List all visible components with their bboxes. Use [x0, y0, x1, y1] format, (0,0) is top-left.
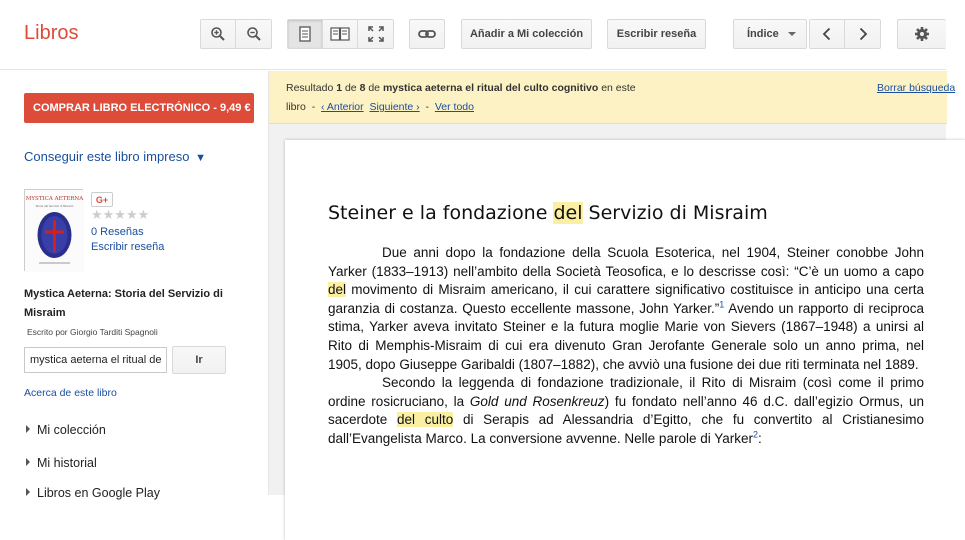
- separator: -: [311, 101, 316, 113]
- result-book-word: libro: [286, 101, 306, 113]
- clear-search-link[interactable]: Borrar búsqueda: [877, 82, 956, 94]
- reviews-count-link[interactable]: 0 Reseñas: [91, 226, 144, 238]
- result-of-word: de: [344, 82, 357, 94]
- book-page: [285, 140, 965, 540]
- book-cover-thumbnail[interactable]: [24, 189, 83, 271]
- link-icon: [418, 28, 436, 40]
- brand-logo[interactable]: Libros: [24, 22, 79, 44]
- paragraph: [328, 244, 924, 374]
- search-result-banner: [269, 71, 956, 124]
- result-suffix: en este: [601, 82, 636, 94]
- single-page-view-button[interactable]: [288, 20, 323, 48]
- fullscreen-button[interactable]: [358, 20, 393, 48]
- sidebar-item-label: Libros en Google Play: [37, 486, 160, 500]
- add-to-collection-button[interactable]: Añadir a Mi colección: [461, 19, 592, 49]
- result-current: 1: [336, 82, 343, 94]
- paragraph-text: Secondo la leggenda di fondazione tradizionale, il Rito di Misraim (così come il primo ordine rosicruciano, la: [328, 375, 924, 409]
- get-print-book-link[interactable]: [24, 149, 206, 164]
- result-navigation: [286, 101, 474, 113]
- google-plus-button[interactable]: G+: [91, 192, 113, 207]
- sidebar-item-my-history[interactable]: [26, 456, 97, 470]
- triangle-right-icon: [26, 425, 30, 433]
- result-query: mystica aeterna el ritual del culto cognitivo: [382, 82, 599, 94]
- settings-button[interactable]: [897, 19, 946, 49]
- zoom-group: [200, 19, 272, 49]
- result-total: 8: [359, 82, 366, 94]
- book-viewer: [268, 71, 956, 495]
- sidebar-item-label: Mi historial: [37, 456, 97, 470]
- about-book-link[interactable]: Acerca de este libro: [24, 387, 117, 399]
- paragraph: [328, 374, 924, 448]
- print-link-label: Conseguir este libro impreso: [24, 149, 190, 164]
- book-title: Mystica Aeterna: Storia del Servizio di Misraim: [24, 288, 223, 319]
- zoom-in-icon: [210, 26, 226, 42]
- triangle-right-icon: [26, 458, 30, 466]
- write-review-button[interactable]: Escribir reseña: [607, 19, 706, 49]
- link-button[interactable]: [409, 19, 445, 49]
- view-all-results-link[interactable]: Ver todo: [434, 101, 474, 113]
- result-summary: [286, 82, 636, 94]
- sidebar-item-google-play-books[interactable]: [26, 486, 160, 500]
- paragraph-text: movimento di Misraim americano, il cui carattere significativo costituisce in anticipo una certa garanzia di costanza. Questo eccellente massone, John Yarker.”: [328, 282, 924, 316]
- fullscreen-icon: [368, 26, 384, 42]
- footnote-ref[interactable]: 1: [719, 299, 725, 310]
- search-highlight: del: [328, 282, 347, 298]
- sidebar-item-my-collection[interactable]: [26, 423, 106, 437]
- search-go-button[interactable]: Ir: [172, 346, 226, 374]
- italic-text: Gold und Rosenkreuz: [469, 393, 605, 409]
- chevron-right-icon: [858, 27, 868, 41]
- search-highlight: del culto: [397, 412, 454, 428]
- zoom-out-icon: [246, 26, 262, 42]
- footnote-ref[interactable]: 2: [753, 429, 759, 440]
- zoom-out-button[interactable]: [236, 20, 271, 48]
- triangle-down-icon: ▼: [195, 152, 206, 164]
- result-prefix: Resultado: [286, 82, 334, 94]
- cover-title: MYSTICA AETERNA: [25, 196, 84, 202]
- book-author: Escrito por Giorgio Tarditi Spagnoli: [27, 327, 158, 337]
- paragraph-text: ) fu fondato nell’anno 46 d.C. dall’egizio Ormus, un sacerdote: [328, 393, 924, 428]
- two-page-view-button[interactable]: [323, 20, 358, 48]
- next-result-link[interactable]: Siguiente ›: [369, 101, 420, 113]
- index-dropdown[interactable]: [733, 19, 807, 49]
- previous-result-link[interactable]: ‹ Anterior: [321, 101, 364, 113]
- buy-ebook-button[interactable]: COMPRAR LIBRO ELECTRÓNICO - 9,49 €: [24, 93, 254, 123]
- write-review-link[interactable]: Escribir reseña: [91, 241, 165, 253]
- top-toolbar: [0, 0, 946, 70]
- single-page-icon: [298, 26, 312, 42]
- search-highlight: del: [553, 202, 583, 224]
- page-nav-group: [809, 19, 881, 49]
- two-page-icon: [330, 26, 350, 42]
- separator: -: [425, 101, 430, 113]
- rating-stars[interactable]: ★★★★★: [91, 207, 150, 222]
- previous-page-button[interactable]: [810, 20, 845, 48]
- gear-icon: [914, 26, 930, 42]
- sidebar-item-label: Mi colección: [37, 423, 106, 437]
- book-cover-image: [25, 190, 84, 272]
- title-text: Steiner e la fondazione: [328, 202, 554, 224]
- view-mode-group: [287, 19, 394, 49]
- paragraph-text: Due anni dopo la fondazione della Scuola Esoterica, nel 1904, Steiner conobbe John Yarker (1833–1913) nell’ambito della Società Teosofica, e lo descrisse così: “C’è un uomo a capo: [328, 245, 924, 279]
- result-in-word: de: [368, 82, 381, 94]
- cover-subtitle: Storia del Servizio di Misraim: [35, 205, 74, 208]
- chapter-title: [328, 202, 768, 224]
- zoom-in-button[interactable]: [201, 20, 236, 48]
- search-in-book-input[interactable]: [24, 347, 167, 373]
- sidebar: [0, 71, 268, 500]
- title-text: Servizio di Misraim: [582, 202, 768, 224]
- triangle-right-icon: [26, 488, 30, 496]
- next-page-button[interactable]: [845, 20, 880, 48]
- chevron-left-icon: [822, 27, 832, 41]
- paragraph-text: :: [758, 430, 762, 446]
- paragraph-text: Avendo un rapporto di reciproca stima, Yarker aveva invitato Steiner e la futura moglie Marie von Sievers (1867–1948) a unirsi al Rito di Memphis-Misraim di cui era divenuto Gran Jerofante Generale solo un anno prima, nel 1905, dopo Giuseppe Garibaldi (1807–1882), che avviò una fusione dei due riti terminata nel 1889.: [328, 300, 924, 372]
- caret-down-icon: [788, 32, 796, 36]
- paragraph-text: di Serapis ad Alessandria d’Egitto, che fu convertito al Cristianesimo dall’Evangelista Marco. La conversione avvenne. Nelle parole di Yarker: [328, 412, 924, 446]
- page-body-text: [328, 244, 924, 449]
- index-label: Índice: [747, 28, 779, 40]
